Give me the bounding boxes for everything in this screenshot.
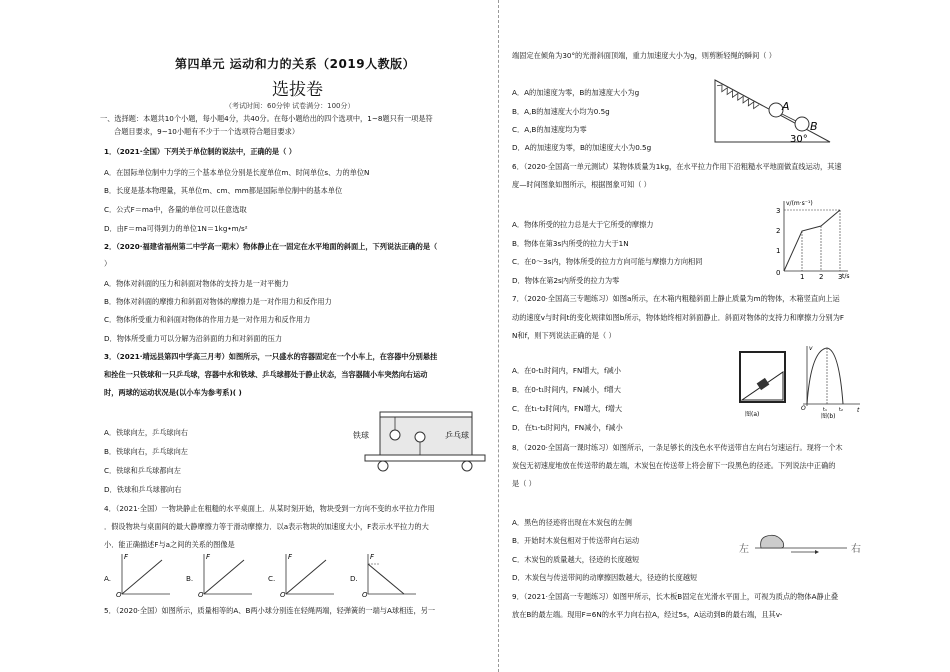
q2-stem-line1: 2．（2020·福建省福州第二中学高一期末）物体静止在一固定在水平地面的斜面上，下列说法正确的是（	[104, 242, 438, 251]
q3-stem-line3: 时，两球的运动状况是(以小车为参考系)( )	[104, 388, 242, 397]
q8-option-b: B．开始时木炭包相对于传送带向右运动	[512, 536, 640, 545]
q8-option-a: A．黑色的径迹将出现在木炭包的左侧	[512, 518, 632, 527]
q4-option-a-label: A.	[104, 574, 112, 583]
q7-option-c: C．在t₁-t₂时间内，FN增大，f增大	[512, 404, 623, 413]
q7-vt-curve	[807, 348, 843, 404]
q4-graph-a	[116, 550, 171, 598]
q1-stem: 1．（2021·全国）下列关于单位制的说法中，正确的是（ ）	[104, 147, 296, 156]
q4-option-d-label: D.	[350, 574, 358, 583]
q6-vt-graph	[770, 197, 850, 279]
q3-option-d: D．铁球和乒乓球都向右	[104, 485, 182, 494]
q7-stem-line1: 7．（2020·全国高三专题练习）如图a所示，在木箱内粗糙斜面上静止质量为m的物体，木箱竖直向上运	[512, 294, 840, 303]
charcoal-bag	[761, 535, 784, 548]
q6-option-b: B．物体在第3s内所受的拉力大于1N	[512, 239, 629, 248]
q7-t2-label: t₂	[839, 407, 843, 413]
q1-option-c: C．公式F＝ma中，各量的单位可以任意选取	[104, 205, 247, 214]
q7-stem-line3: N和f，则下列说法正确的是（ ）	[512, 331, 616, 340]
q6-option-c: C．在0～3s内，物体所受的拉力方向可能与摩擦力方向相同	[512, 257, 703, 266]
q8-stem-line2: 炭包无初速度地放在传送带的最左端，木炭包在传送带上将会留下一段黑色的径迹。下列说法中正确的	[512, 461, 836, 470]
ball-b	[795, 117, 809, 131]
q4-graph-b	[198, 550, 253, 598]
graph-c-f-label: F	[288, 553, 293, 561]
cart-wheel-right	[462, 461, 472, 471]
spring	[716, 83, 759, 110]
q7-figure	[735, 340, 865, 420]
q6-x-axis-label: t/s	[842, 273, 850, 279]
q7-option-d: D．在t₁-t₂时间内，FN减小，f减小	[512, 423, 623, 432]
cart-body	[365, 455, 485, 461]
q6-y-tick-2: 2	[776, 227, 781, 235]
exam-info: （考试时间：60分钟 试卷满分：100分）	[225, 102, 355, 110]
label-iron-ball: 铁球	[353, 431, 369, 440]
q3-option-c: C．铁球和乒乓球都向左	[104, 466, 181, 475]
column-divider	[498, 0, 500, 672]
q5-stem-cont: 端固定在倾角为30°的光滑斜面顶端，重力加速度大小为g，则剪断轻绳的瞬间（ ）	[512, 51, 776, 60]
graph-a-origin: O	[116, 591, 122, 598]
q6-x-tick-2: 2	[819, 273, 824, 279]
pingpong-ball	[415, 432, 425, 442]
page-subtitle: 选拔卷	[272, 80, 323, 100]
q6-origin: 0	[776, 269, 781, 277]
q6-option-a: A．物体所受的拉力总是大于它所受的摩擦力	[512, 220, 654, 229]
q9-stem-line2: 放在B的最左端。现用F=6N的水平力向右拉A，经过5s，A运动到B的最右端，且其v-	[512, 610, 783, 619]
q4-graph-c	[280, 550, 335, 598]
q6-vt-line	[784, 210, 840, 271]
q6-x-tick-3: 3	[838, 273, 843, 279]
q7-t-label: t	[857, 407, 860, 414]
q2-option-c: C．物体所受重力和斜面对物体的作用力是一对作用力和反作用力	[104, 315, 311, 324]
q8-left-label: 左	[739, 544, 749, 555]
q7-fig-b-label: 图(b)	[821, 413, 836, 420]
q1-option-a: A．在国际单位制中力学的三个基本单位分别是长度单位m、时间单位s、力的单位N	[104, 168, 370, 177]
q4-stem-line1: 4．（2021·全国）一物块静止在粗糙的水平桌面上．从某时刻开始，物块受到一方向不变的水平拉力作用	[104, 504, 435, 513]
page-title: 第四单元 运动和力的关系（2019人教版）	[175, 57, 416, 71]
q5-option-a: A．A的加速度为零，B的加速度大小为g	[512, 88, 640, 97]
q4-graph-d	[362, 550, 417, 598]
q5-stem-line1: 5．（2020·全国）如图所示，质量相等的A、B两小球分别连在轻绳两端，轻弹簧的一端与A球相连，另一	[104, 606, 436, 615]
ball-a	[769, 103, 783, 117]
q2-stem-line2: ）	[104, 259, 112, 268]
q7-option-b: B．在0-t₁时间内，FN减小，f增大	[512, 385, 621, 394]
cart-wheel-left	[378, 461, 388, 471]
q3-option-b: B．铁球向右，乒乓球向左	[104, 447, 188, 456]
q5-option-b: B．A,B的加速度大小均为0.5g	[512, 107, 610, 116]
q6-x-tick-1: 1	[800, 273, 805, 279]
q8-right-label: 右	[851, 544, 861, 555]
q3-figure	[345, 410, 490, 475]
graph-d-origin: O	[362, 591, 368, 598]
q6-option-d: D．物体在第2s内所受的拉力为零	[512, 276, 620, 285]
q2-option-d: D．物体所受重力可以分解为沿斜面的力和对斜面的压力	[104, 334, 283, 343]
label-angle: 30°	[790, 134, 808, 145]
q1-option-b: B．长度是基本物理量，其单位m、cm、mm都是国际单位制中的基本单位	[104, 186, 343, 195]
section-instructions-line2: 合题目要求，9~10小题有不少于一个选项符合题目要求）	[114, 127, 300, 136]
q8-stem-line3: 是（ ）	[512, 479, 536, 488]
q2-option-b: B．物体对斜面的摩擦力和斜面对物体的摩擦力是一对作用力和反作用力	[104, 297, 332, 306]
q3-option-a: A．铁球向左，乒乓球向右	[104, 428, 188, 437]
graph-c-origin: O	[280, 591, 286, 598]
graph-b-origin: O	[198, 591, 204, 598]
q5-figure	[710, 78, 835, 146]
container-lid	[380, 412, 472, 417]
graph-d-f-label: F	[370, 553, 375, 561]
q8-option-d: D．木炭包与传送带间的动摩擦因数越大，径迹的长度越短	[512, 573, 698, 582]
q6-y-tick-1: 1	[776, 247, 781, 255]
q7-origin: O	[801, 405, 806, 412]
graph-a-f-label: F	[124, 553, 129, 561]
q3-stem-line2: 和拴住一只铁球和一只乒乓球，容器中水和铁球、乒乓球都处于静止状态，当容器随小车突然向右运动	[104, 370, 428, 379]
q7-v-label: v	[809, 345, 813, 352]
q6-y-tick-3: 3	[776, 207, 781, 215]
q5-option-d: D．A的加速度为零，B的加速度大小为0.5g	[512, 143, 652, 152]
q8-option-c: C．木炭包的质量越大，径迹的长度越短	[512, 555, 640, 564]
q4-stem-line3: 小．能正确描述F与a之间的关系的图像是	[104, 540, 235, 549]
q8-figure	[735, 528, 870, 556]
q3-stem-line1: 3．（2021·靖远县第四中学高三月考）如图所示，一只盛水的容器固定在一个小车上，在容器中分别悬挂	[104, 352, 438, 361]
q7-option-a: A．在0-t₁时间内，FN增大，f减小	[512, 366, 621, 375]
q8-stem-line1: 8．（2020·全国高一课时练习）如图所示，一条足够长的浅色水平传送带自左向右匀速运行。现将一个木	[512, 443, 843, 452]
q4-option-c-label: C.	[268, 574, 276, 583]
q2-option-a: A．物体对斜面的压力和斜面对物体的支持力是一对平衡力	[104, 279, 289, 288]
q7-t1-label: t₁	[823, 407, 827, 413]
q5-option-c: C．A,B的加速度均为零	[512, 125, 587, 134]
label-a: A	[782, 100, 790, 113]
q6-stem-line1: 6．（2020·全国高一单元测试）某物体质量为1kg，在水平拉力作用下沿粗糙水平地面做直线运动，其速	[512, 162, 842, 171]
q1-option-d: D．由F＝ma可得到力的单位1N＝1kg•m/s²	[104, 224, 248, 233]
iron-ball	[390, 430, 400, 440]
graph-b-f-label: F	[206, 553, 211, 561]
q9-stem-line1: 9．（2021·全国高一专题练习）如图甲所示，长木板B固定在光滑水平面上，可视为质点的物体A静止叠	[512, 592, 839, 601]
label-pingpong-ball: 乒乓球	[445, 431, 469, 440]
q7-stem-line2: 动的速度v与时间t的变化规律如图b所示，物体始终相对斜面静止．斜面对物体的支持力和摩擦力分别为F	[512, 313, 845, 322]
q4-option-b-label: B.	[186, 574, 194, 583]
q4-stem-line2: ．假设物块与桌面间的最大静摩擦力等于滑动摩擦力．以a表示物块的加速度大小，F表示水平拉力的大	[104, 522, 429, 531]
section-instructions-line1: 一、选择题：本题共10个小题，每小题4分，共40分。在每小题给出的四个选项中，1~8题只有一项是符	[100, 114, 433, 123]
label-b: B	[810, 120, 818, 133]
q6-stem-line2: 度—时间图象如图所示，根据图象可知（ ）	[512, 180, 651, 189]
q7-fig-a-label: 图(a)	[745, 411, 760, 418]
q6-y-axis-label: v/(m·s⁻¹)	[786, 200, 813, 207]
